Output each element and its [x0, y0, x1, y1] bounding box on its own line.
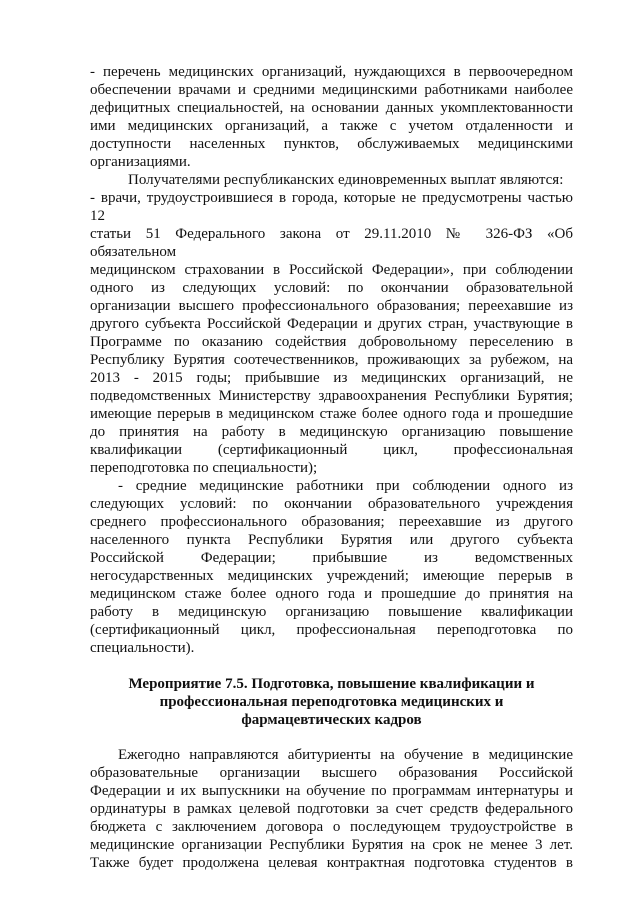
- section-heading-line: Мероприятие 7.5. Подготовка, повышение квалификации и: [128, 676, 535, 692]
- text-line: другого субъекта Российской Федерации и других стран, участвующие в: [90, 316, 573, 332]
- text-line: ординатуры в рамках целевой подготовки за счет средств федерального: [90, 801, 573, 817]
- text-line: населенного пункта Республики Бурятия или другого субъекта: [90, 532, 573, 548]
- text-line: 12: [90, 208, 105, 224]
- text-line: специальности).: [90, 640, 195, 656]
- text-line: бюджета с заключением договора о последующем трудоустройстве в: [90, 819, 573, 835]
- text-line: до принятия на работу в медицинскую организацию повышение: [90, 424, 573, 440]
- text-line: Также будет продолжена целевая контрактная подготовка студентов в: [90, 855, 573, 871]
- text-line: Ежегодно направляются абитуриенты на обучение в медицинские: [118, 747, 573, 763]
- text-line: (сертификационный цикл, профессиональная переподготовка по: [90, 622, 573, 638]
- text-line: организациями.: [90, 154, 191, 170]
- text-line: дефицитных специальностей, на основании данных укомплектованности: [90, 100, 573, 116]
- text-line: доступности населенных пунктов, обслуживаемых медицинскими: [90, 136, 573, 152]
- text-line: - перечень медицинских организаций, нуждающихся в первоочередном: [90, 64, 573, 80]
- text-line: 2013 - 2015 годы; прибывшие из медицинских организаций, не: [90, 370, 573, 386]
- text-line: следующих условий: по окончании образовательного учреждения: [90, 496, 573, 512]
- text-line: Федерации и их выпускники на обучение по программам интернатуры и: [90, 783, 573, 799]
- text-line: медицинском стаже более одного года и прошедшие до принятия на: [90, 586, 573, 602]
- text-line: переподготовка по специальности);: [90, 460, 318, 476]
- text-line: работу в медицинскую организацию повышение квалификации: [90, 604, 573, 620]
- text-line: одного из следующих условий: по окончании образовательной: [90, 280, 573, 296]
- text-line: медицинские организации Республики Бурятия на срок не менее 3 лет.: [90, 837, 573, 853]
- text-line: образовательные организации высшего образования Российской: [90, 765, 573, 781]
- section-heading-line: профессиональная переподготовка медицинских и: [159, 694, 504, 710]
- text-line: организации высшего профессионального образования; переехавшие из: [90, 298, 573, 314]
- text-line: Российской Федерации; прибывшие из ведомственных: [90, 550, 573, 566]
- text-line: Получателями республиканских единовременных выплат являются:: [128, 172, 564, 188]
- text-line: среднего профессионального образования; переехавшие из другого: [90, 514, 573, 530]
- text-line: ими медицинских организаций, а также с учетом отдаленности и: [90, 118, 573, 134]
- text-line: - средние медицинские работники при соблюдении одного из: [118, 478, 573, 494]
- text-line: Республику Бурятия соотечественников, проживающих за рубежом, на: [90, 352, 573, 368]
- text-line: квалификации (сертификационный цикл, профессиональная: [90, 442, 573, 458]
- text-line: обеспечении врачами и средними медицинскими работниками наиболее: [90, 82, 573, 98]
- text-line: статьи 51 Федерального закона от 29.11.2010 № 326-ФЗ «Об: [90, 226, 573, 242]
- section-heading-line: фармацевтических кадров: [241, 712, 422, 728]
- text-line: медицинском страховании в Российской Федерации», при соблюдении: [90, 262, 573, 278]
- text-line: Программе по оказанию содействия добровольному переселению в: [90, 334, 573, 350]
- text-line: - врачи, трудоустроившиеся в города, которые не предусмотрены частью: [90, 190, 573, 206]
- text-line: имеющие перерыв в медицинском стаже более одного года и прошедшие: [90, 406, 573, 422]
- text-line: негосударственных медицинских учреждений; имеющие перерыв в: [90, 568, 573, 584]
- text-line: обязательном: [90, 244, 177, 260]
- text-line: подведомственных Министерству здравоохранения Республики Бурятия;: [90, 388, 573, 404]
